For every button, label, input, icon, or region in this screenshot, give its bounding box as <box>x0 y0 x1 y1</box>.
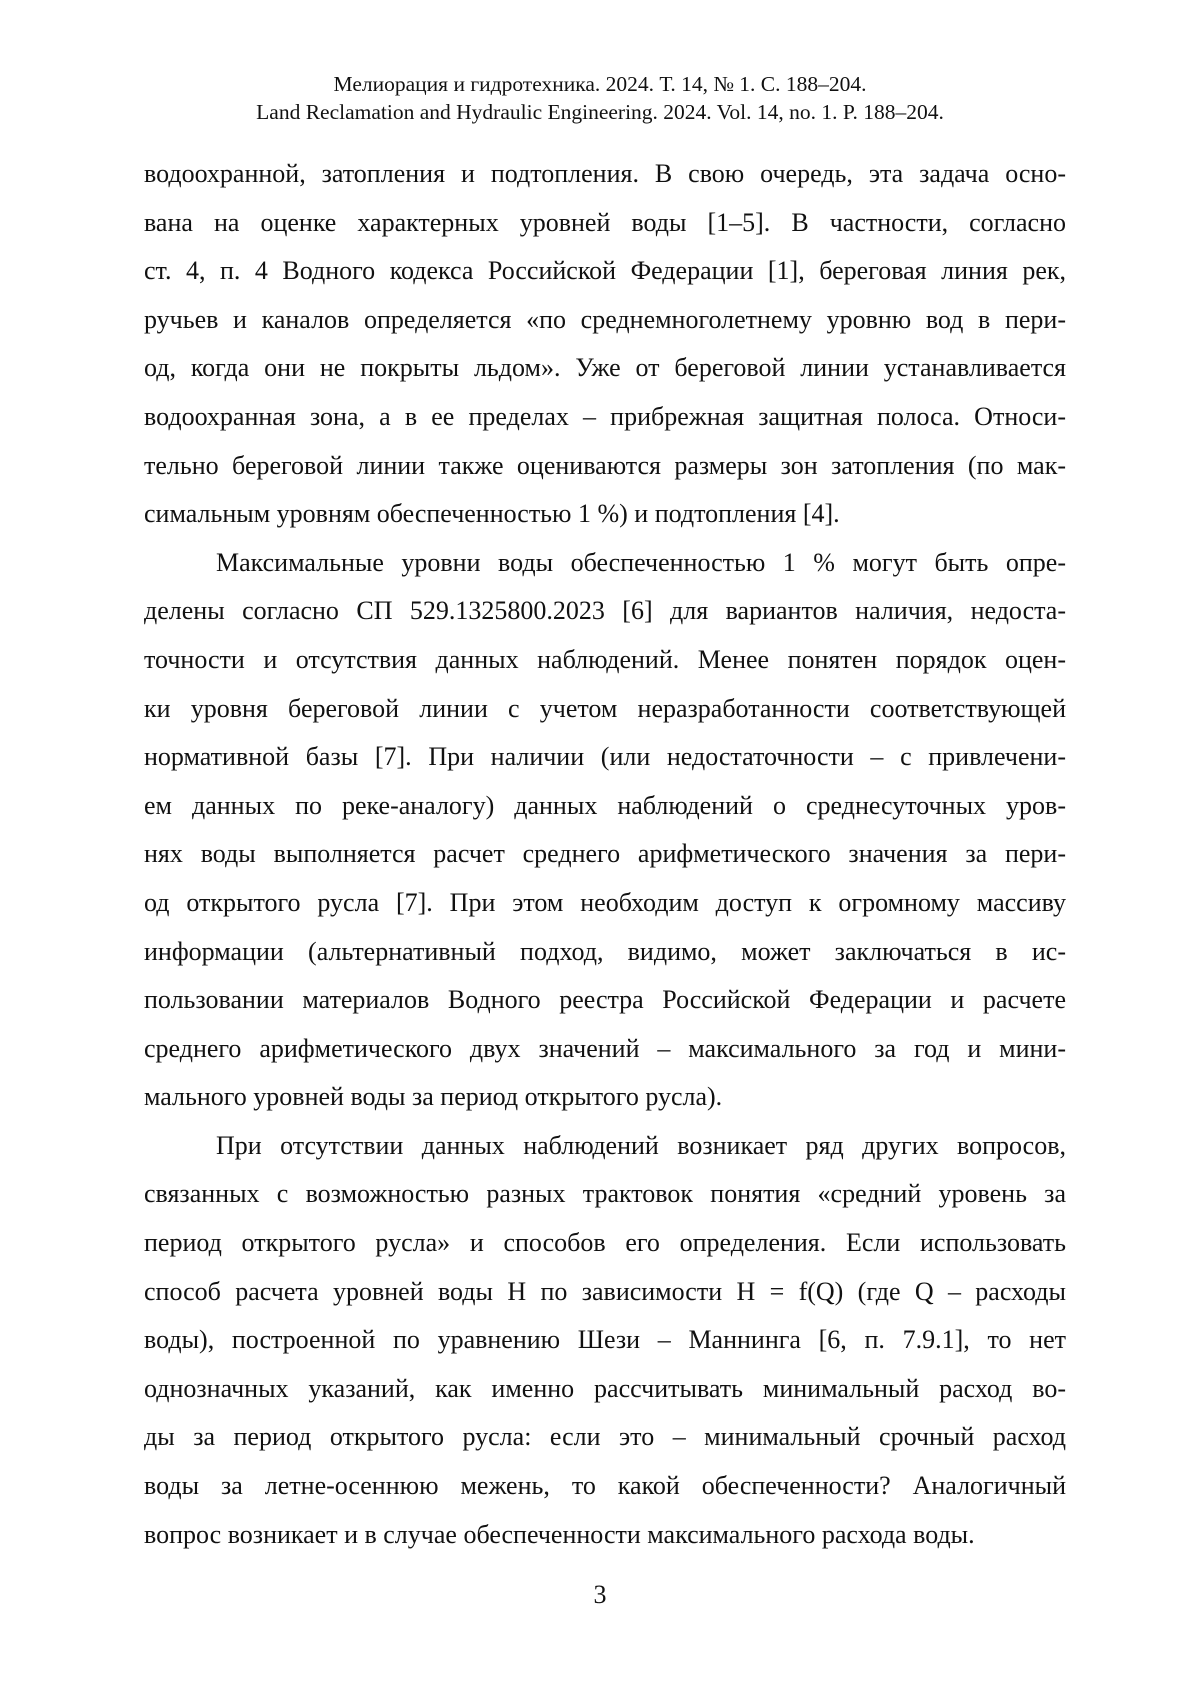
text-line: среднего арифметического двух значений – максимального за год и мини- <box>144 1033 1066 1063</box>
text-line: од открытого русла [7]. При этом необходим доступ к огромному массиву <box>144 887 1066 917</box>
header-line-ru: Мелиорация и гидротехника. 2024. Т. 14, № 1. С. 188–204. <box>333 72 867 96</box>
text-line: способ расчета уровней воды H по зависимости H = f(Q) (где Q – расходы <box>144 1276 1066 1306</box>
paragraph-1 <box>144 150 1066 539</box>
text-line: вопрос возникает и в случае обеспеченности максимального расхода воды. <box>144 1519 975 1549</box>
header-line-en: Land Reclamation and Hydraulic Engineering. 2024. Vol. 14, no. 1. P. 188–204. <box>256 100 944 124</box>
text-line: вана на оценке характерных уровней воды [1–5]. В частности, согласно <box>144 207 1066 237</box>
paragraph-2 <box>144 539 1066 1122</box>
text-line: ки уровня береговой линии с учетом неразработанности соответствующей <box>144 693 1066 723</box>
text-line: связанных с возможностью разных трактовок понятия «средний уровень за <box>144 1179 1066 1209</box>
text-line: При отсутствии данных наблюдений возникает ряд других вопросов, <box>216 1130 1066 1160</box>
body-text <box>144 150 1066 1559</box>
text-line: нях воды выполняется расчет среднего арифметического значения за пери- <box>144 839 1066 869</box>
text-line: ручьев и каналов определяется «по среднемноголетнему уровню вод в пери- <box>144 304 1066 334</box>
text-line: мального уровней воды за период открытого русла). <box>144 1082 723 1112</box>
text-line: делены согласно СП 529.1325800.2023 [6] для вариантов наличия, недоста- <box>144 596 1066 626</box>
text-line: водоохранной, затопления и подтопления. В свою очередь, эта задача осно- <box>144 159 1066 188</box>
paragraph-3 <box>144 1122 1066 1559</box>
text-line: воды), построенной по уравнению Шези – Маннинга [6, п. 7.9.1], то нет <box>144 1325 1066 1355</box>
text-line: ем данных по реке-аналогу) данных наблюдений о среднесуточных уров- <box>144 790 1066 820</box>
text-line: точности и отсутствия данных наблюдений. Менее понятен порядок оцен- <box>144 644 1066 674</box>
text-line: тельно береговой линии также оцениваются размеры зон затопления (по мак- <box>144 450 1066 480</box>
text-line: однозначных указаний, как именно рассчитывать минимальный расход во- <box>144 1373 1066 1403</box>
text-line: ст. 4, п. 4 Водного кодекса Российской Федерации [1], береговая линия рек, <box>144 256 1066 286</box>
text-line: ды за период открытого русла: если это – минимальный срочный расход <box>144 1422 1066 1452</box>
text-line: водоохранная зона, а в ее пределах – прибрежная защитная полоса. Относи- <box>144 401 1066 431</box>
text-line: информации (альтернативный подход, видимо, может заключаться в ис- <box>144 936 1066 966</box>
text-line: воды за летне-осеннюю межень, то какой обеспеченности? Аналогичный <box>144 1471 1066 1501</box>
text-line: пользовании материалов Водного реестра Российской Федерации и расчете <box>144 985 1066 1015</box>
page-number: 3 <box>593 1580 607 1609</box>
journal-header <box>0 70 1200 126</box>
text-line: симальным уровням обеспеченностью 1 %) и подтопления [4]. <box>144 499 840 529</box>
text-line: Максимальные уровни воды обеспеченностью 1 % могут быть опре- <box>216 547 1066 577</box>
text-line: нормативной базы [7]. При наличии (или недостаточности – с привлечени- <box>144 742 1066 772</box>
text-line: период открытого русла» и способов его определения. Если использовать <box>144 1228 1066 1258</box>
text-line: од, когда они не покрыты льдом». Уже от береговой линии устанавливается <box>144 353 1066 383</box>
